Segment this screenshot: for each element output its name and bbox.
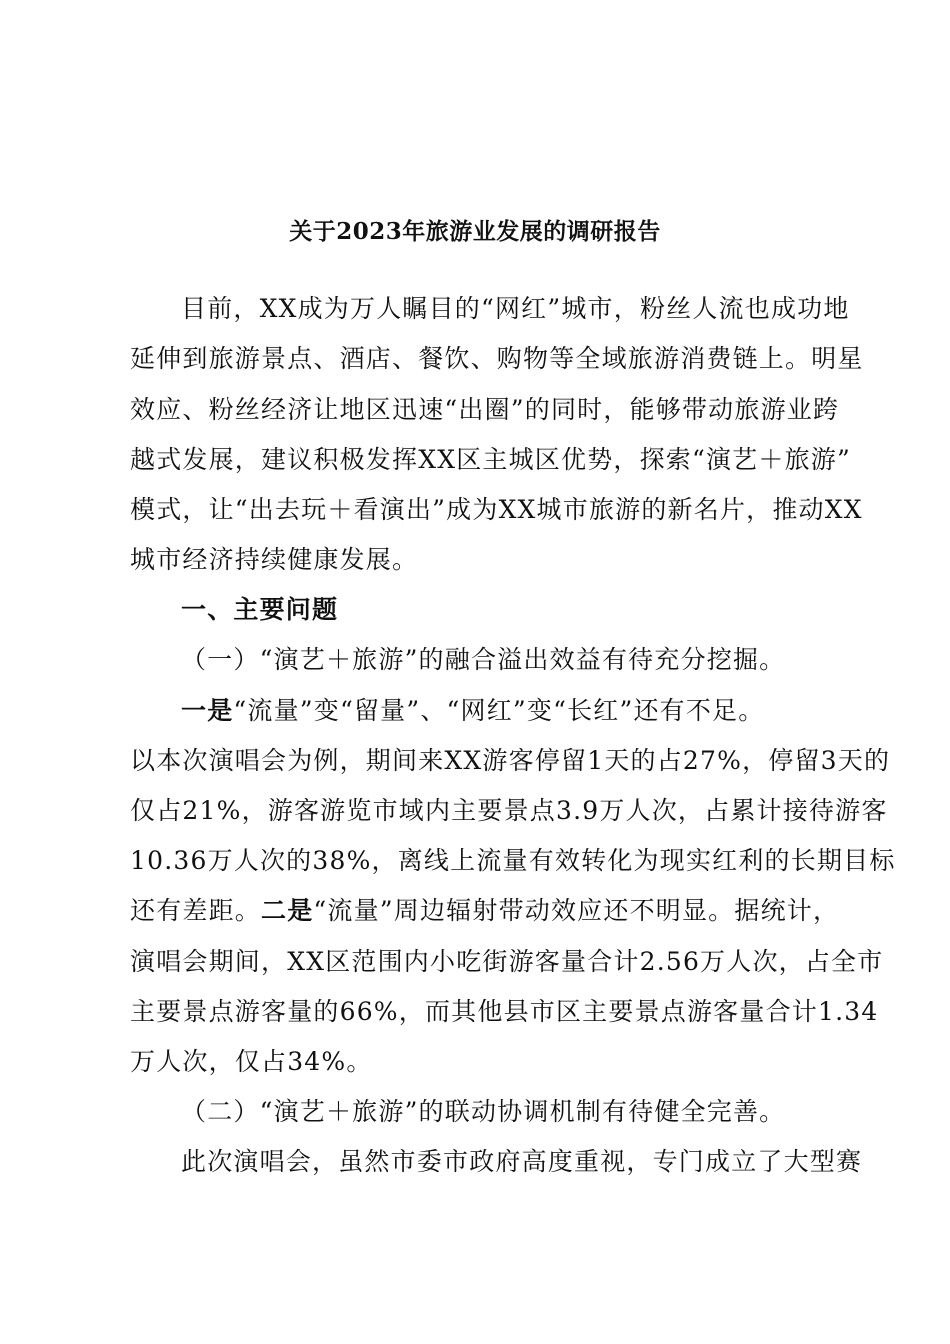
- paragraph-line-text: “流量”周边辐射带动效应还不明显。据统计，: [313, 896, 840, 925]
- paragraph-line: 效应、粉丝经济让地区迅速“出圈”的同时，能够带动旅游业跨: [130, 395, 840, 424]
- subsection-heading: （一）“演艺＋旅游”的融合溢出效益有待充分挖掘。: [181, 645, 786, 674]
- paragraph-line: 主要景点游客量的66%，而其他县市区主要景点游客量合计1.34: [130, 997, 879, 1026]
- page-title: 关于2023年旅游业发展的调研报告: [289, 218, 661, 245]
- paragraph-line: 越式发展，建议积极发挥XX区主城区优势，探索“演艺＋旅游”: [130, 445, 851, 474]
- paragraph-line-text: “流量”变“留量”、“网红”变“长红”还有不足。: [233, 696, 765, 725]
- paragraph-line: 此次演唱会，虽然市委市政府高度重视，专门成立了大型赛: [181, 1147, 863, 1176]
- lead-two: 二是: [261, 896, 314, 925]
- subsection-heading: （二）“演艺＋旅游”的联动协调机制有待健全完善。: [181, 1097, 786, 1126]
- paragraph-line: 目前，XX成为万人瞩目的“网红”城市，粉丝人流也成功地: [181, 294, 850, 323]
- paragraph-line: 演唱会期间，XX区范围内小吃街游客量合计2.56万人次，占全市: [130, 947, 884, 976]
- paragraph-line: 城市经济持续健康发展。: [130, 545, 419, 574]
- paragraph-line: [130, 891, 870, 927]
- section-heading: 一、主要问题: [181, 595, 339, 624]
- paragraph-line: 延伸到旅游景点、酒店、餐饮、购物等全域旅游消费链上。明星: [130, 344, 864, 373]
- lead-one: 一是: [181, 696, 234, 725]
- paragraph-line: 万人次，仅占34%。: [130, 1047, 373, 1076]
- paragraph-line: 模式，让“出去玩＋看演出”成为XX城市旅游的新名片，推动XX: [130, 495, 863, 524]
- paragraph-line: [181, 691, 921, 727]
- paragraph-line-text: 还有差距。: [130, 896, 262, 925]
- paragraph-line: 10.36万人次的38%，离线上流量有效转化为现实红利的长期目标: [130, 846, 896, 875]
- paragraph-line: 以本次演唱会为例，期间来XX游客停留1天的占27%，停留3天的: [130, 746, 891, 775]
- paragraph-line: 仅占21%，游客游览市域内主要景点3.9万人次，占累计接待游客: [130, 796, 888, 825]
